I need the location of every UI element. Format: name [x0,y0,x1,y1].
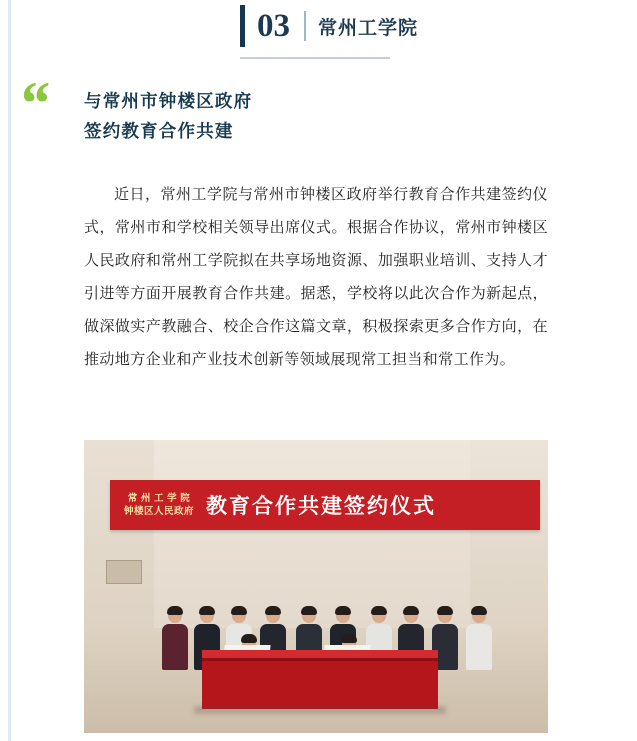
section-number: 03 [257,8,290,44]
person-hair [437,606,453,615]
person-body [466,624,492,670]
person-hair [199,606,215,615]
header-underline [240,57,390,59]
article-photo [84,440,548,733]
photo-banner [110,480,540,530]
person-hair [341,634,357,643]
left-edge-rule [8,0,11,741]
header-accent-bar [240,5,245,47]
person-figure [466,609,492,670]
person-head [372,609,386,623]
person-head [266,609,280,623]
person-head [472,609,486,623]
person-head [200,609,214,623]
section-header [240,0,418,52]
person-hair [471,606,487,615]
article-body: 近日，常州工学院与常州市钟楼区政府举行教育合作共建签约仪式，常州市和学校相关领导出席仪式。根据合作协议，常州市钟楼区人民政府和常州工学院拟在共享场地资源、加强职业培训、支持人才引进等方面开展教育合作共建。据悉，学校将以此次合作为新起点，做深做实产教融合、校企合作这篇文章，积极探索更多合作方向，在推动地方企业和产业技术创新等领域展现常工担当和常工作为。 [84,186,548,368]
person-head [404,609,418,623]
person-hair [335,606,351,615]
banner-org-line-2: 钟楼区人民政府 [124,506,195,517]
headline-line-2: 签约教育合作共建 [84,121,234,141]
signing-table-shadow [194,706,446,714]
section-title: 常州工学院 [318,17,419,39]
person-hair [265,606,281,615]
banner-org-line-1: 常 州 工 学 院 [127,493,191,504]
signing-table [202,658,438,709]
person-hair [371,606,387,615]
person-head [168,609,182,623]
person-hair [241,634,257,643]
quote-mark-icon: “ [18,70,45,138]
person-hair [301,606,317,615]
headline-line-1: 与常州市钟楼区政府 [84,91,253,111]
person-head [302,609,316,623]
person-figure [162,609,188,670]
header-divider [304,11,306,41]
person-hair [167,606,183,615]
person-head [336,609,350,623]
banner-main-text: 教育合作共建签约仪式 [206,494,437,518]
article-headline [84,86,524,146]
person-hair [231,606,247,615]
person-body [162,624,188,670]
person-hair [403,606,419,615]
banner-organizations [124,492,194,518]
person-head [232,609,246,623]
person-head [438,609,452,623]
